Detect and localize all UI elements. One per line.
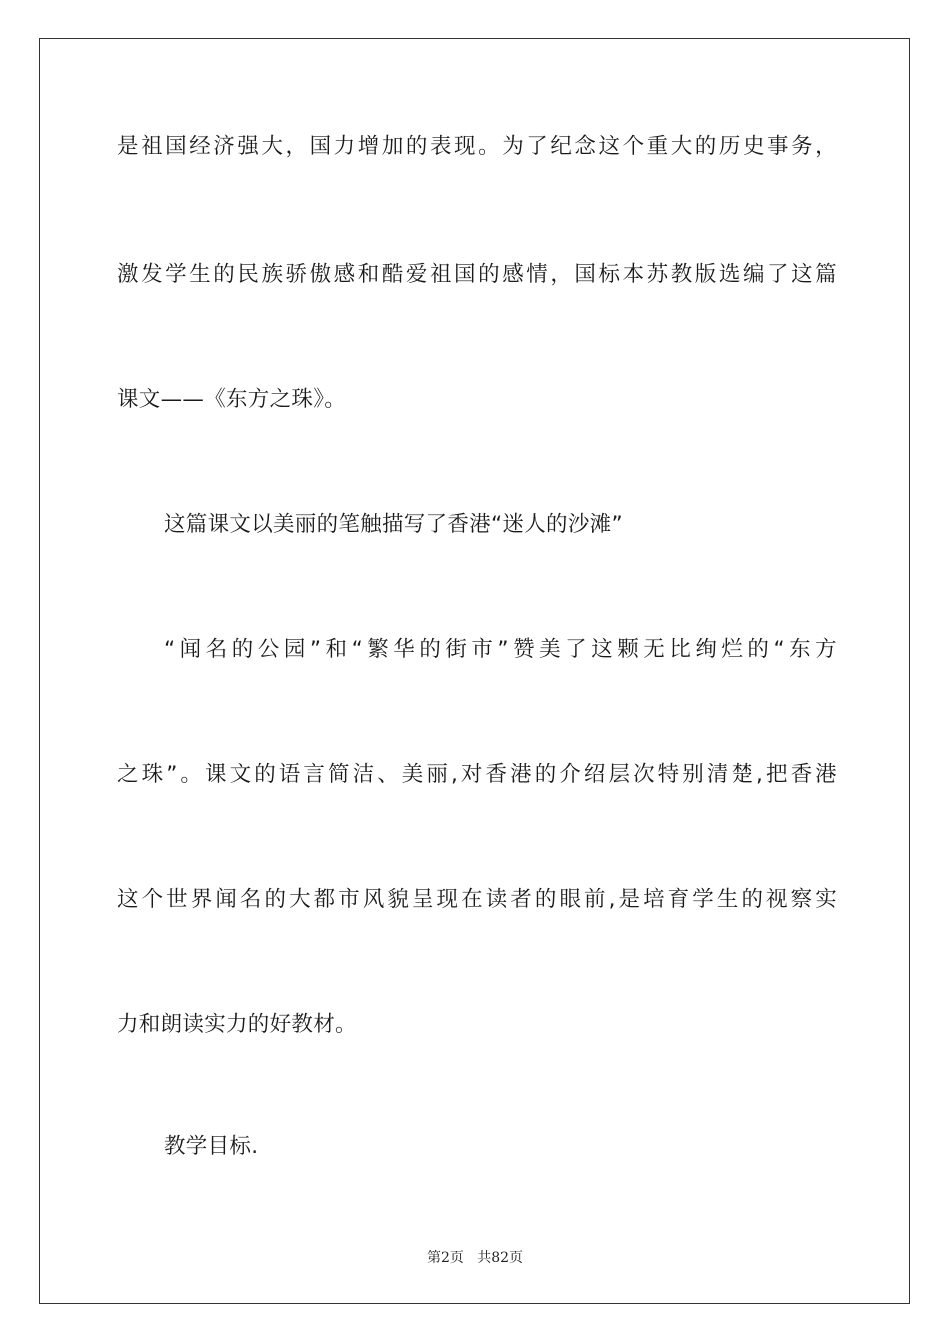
body-text-line-4: 这篇课文以美丽的笔触描写了香港“迷人的沙滩” bbox=[164, 512, 623, 537]
body-text-line-3: 课文——《东方之珠》。 bbox=[117, 387, 347, 412]
body-text-line-8: 力和朗读实力的好教材。 bbox=[117, 1012, 357, 1037]
body-text-line-7: 这个世界闻名的大都市风貌呈现在读者的眼前,是培育学生的视察实 bbox=[117, 887, 837, 912]
body-text-line-6: 之珠”。课文的语言简洁、美丽,对香港的介绍层次特别清楚,把香港 bbox=[117, 762, 837, 787]
page-number-footer: 第2页 共82页 bbox=[426, 1250, 524, 1266]
body-text-line-5: “闻名的公园”和“繁华的街市”赞美了这颗无比绚烂的“东方 bbox=[164, 637, 837, 662]
body-text-line-2: 激发学生的民族骄傲感和酷爱祖国的感情，国标本苏教版选编了这篇 bbox=[117, 262, 837, 287]
section-heading: 教学目标. bbox=[164, 1134, 259, 1159]
body-text-line-1: 是祖国经济强大，国力增加的表现。为了纪念这个重大的历史事务， bbox=[117, 134, 837, 159]
page-border bbox=[39, 38, 910, 1304]
